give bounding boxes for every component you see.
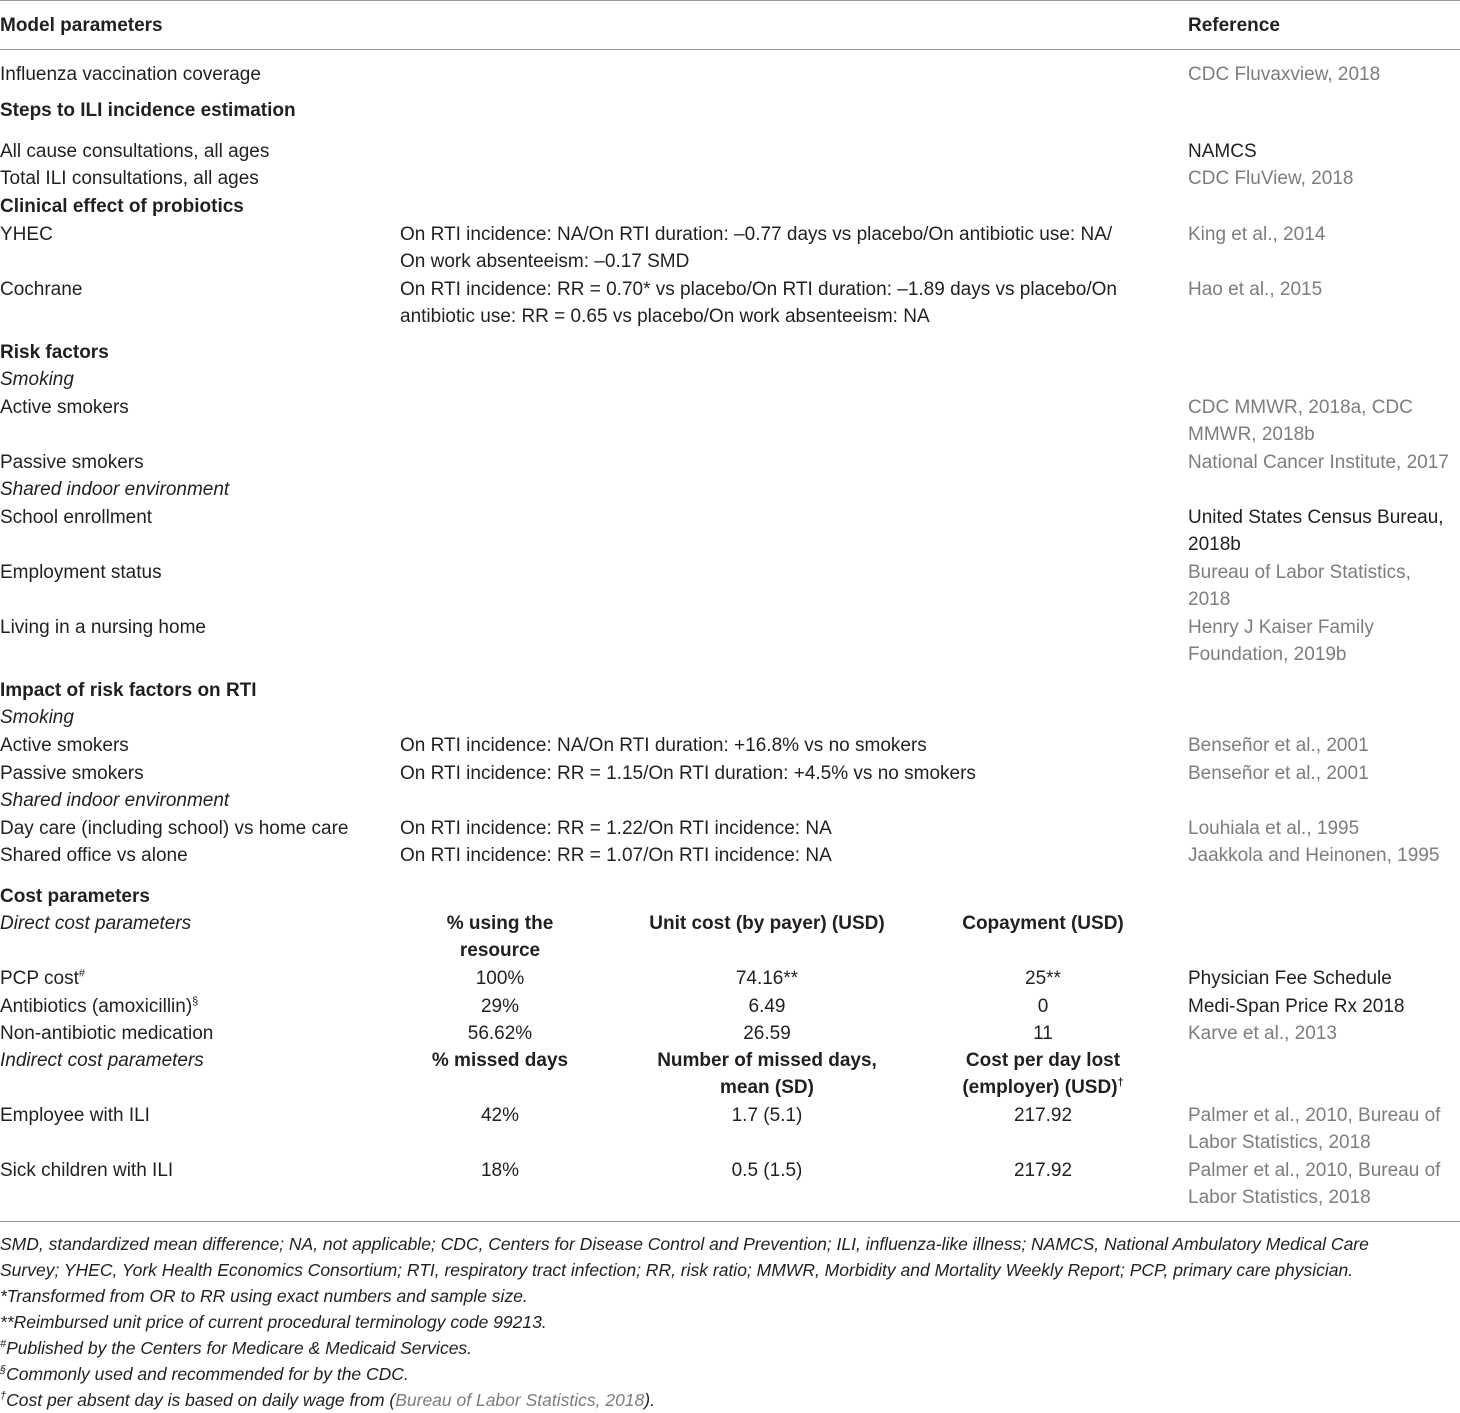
- subsection-label: Indirect cost parameters: [0, 1050, 204, 1071]
- parameter-label: Active smokers: [0, 735, 129, 756]
- parameter-label: Total ILI consultations, all ages: [0, 168, 259, 189]
- footnote-hash-text: Published by the Centers for Medicare & Medicaid Services.: [6, 1338, 473, 1358]
- parameter-label: Antibiotics (amoxicillin)§: [0, 995, 199, 1017]
- subsection-label: Smoking: [0, 707, 74, 728]
- cost-column-header: mean (SD): [720, 1077, 814, 1098]
- footnote-star: *Transformed from OR to RR using exact numbers and sample size.: [0, 1286, 528, 1306]
- cost-value: 29%: [480, 996, 520, 1017]
- parameter-label: Living in a nursing home: [0, 617, 206, 638]
- subsection-label: Smoking: [0, 369, 74, 390]
- cost-column-header: (employer) (USD)†: [962, 1076, 1124, 1098]
- section-heading: Clinical effect of probiotics: [0, 196, 244, 217]
- footnote-abbreviations-line-2: Survey; YHEC, York Health Economics Consortium; RTI, respiratory tract infection; RR, risk ratio; MMWR, Morbidity and Mortality Weekly Report; PCP, primary care physician.: [0, 1260, 1354, 1280]
- cost-column-header: Number of missed days,: [657, 1050, 877, 1071]
- cost-value: 217.92: [1013, 1160, 1073, 1181]
- reference-link[interactable]: King et al., 2014: [1188, 224, 1326, 245]
- section-heading: Steps to ILI incidence estimation: [0, 100, 296, 121]
- effect-text: On RTI incidence: RR = 0.70* vs placebo/On RTI duration: –1.89 days vs placebo/On: [400, 279, 1117, 300]
- parameter-label: All cause consultations, all ages: [0, 141, 270, 162]
- footnote-section-text: Commonly used and recommended for by the CDC.: [6, 1364, 409, 1384]
- parameter-label: PCP cost#: [0, 967, 85, 989]
- cost-value: 217.92: [1013, 1105, 1073, 1126]
- footnote-dagger-mark: †: [0, 1390, 7, 1403]
- reference-link[interactable]: Henry J Kaiser Family: [1188, 617, 1374, 638]
- parameter-label: Day care (including school) vs home care: [0, 818, 349, 839]
- cost-value: 74.16**: [735, 968, 799, 989]
- cost-value: 18%: [480, 1160, 520, 1181]
- subsection-label: Shared indoor environment: [0, 479, 230, 500]
- reference-link[interactable]: Hao et al., 2015: [1188, 279, 1323, 300]
- reference-link[interactable]: Karve et al., 2013: [1188, 1023, 1337, 1044]
- section-heading: Cost parameters: [0, 886, 150, 907]
- top-rule: [0, 0, 1460, 1]
- footnote-dagger-link[interactable]: Bureau of Labor Statistics, 2018: [395, 1390, 645, 1410]
- effect-text: On RTI incidence: RR = 1.07/On RTI incidence: NA: [400, 845, 832, 866]
- parameter-label: Cochrane: [0, 279, 83, 300]
- reference-link[interactable]: Jaakkola and Heinonen, 1995: [1188, 845, 1440, 866]
- parameter-label: Shared office vs alone: [0, 845, 188, 866]
- cost-value: 100%: [475, 968, 525, 989]
- header-model-parameters: Model parameters: [0, 15, 163, 36]
- footnote-abbreviations-line-1: SMD, standardized mean difference; NA, not applicable; CDC, Centers for Disease Control and Prevention; ILI, influenza-like illness; NAMCS, National Ambulatory Medical Care: [0, 1234, 1369, 1254]
- cost-value: 56.62%: [467, 1023, 533, 1044]
- cost-column-header: Unit cost (by payer) (USD): [649, 913, 885, 934]
- parameter-label: Non-antibiotic medication: [0, 1023, 214, 1044]
- footnote-section-mark: §: [0, 1364, 7, 1377]
- bottom-rule: [0, 1221, 1460, 1222]
- effect-text: On RTI incidence: NA/On RTI duration: –0.77 days vs placebo/On antibiotic use: NA/: [400, 224, 1113, 245]
- cost-column-header: % missed days: [431, 1050, 569, 1071]
- reference-link[interactable]: CDC MMWR, 2018a, CDC: [1188, 397, 1413, 418]
- parameter-label: Influenza vaccination coverage: [0, 64, 261, 85]
- reference-link[interactable]: National Cancer Institute, 2017: [1188, 452, 1449, 473]
- footnote-dagger: [0, 1387, 655, 1413]
- section-heading: Risk factors: [0, 342, 109, 363]
- effect-text: On RTI incidence: NA/On RTI duration: +16.8% vs no smokers: [400, 735, 927, 756]
- cost-value: 42%: [480, 1105, 520, 1126]
- cost-column-header: Copayment (USD): [962, 913, 1124, 934]
- parameter-label: Sick children with ILI: [0, 1160, 174, 1181]
- header-reference: Reference: [1188, 15, 1280, 36]
- footnote-hash-mark: #: [0, 1338, 7, 1351]
- section-heading: Impact of risk factors on RTI: [0, 680, 257, 701]
- reference-link[interactable]: 2018: [1188, 589, 1231, 610]
- header-rule: [0, 49, 1460, 50]
- parameter-label: Employee with ILI: [0, 1105, 150, 1126]
- parameter-label: School enrollment: [0, 507, 153, 528]
- cost-value: 1.7 (5.1): [731, 1105, 803, 1126]
- footnote-hash: [0, 1335, 472, 1361]
- subsection-label: Shared indoor environment: [0, 790, 230, 811]
- reference-link[interactable]: Louhiala et al., 1995: [1188, 818, 1360, 839]
- reference-link[interactable]: Benseñor et al., 2001: [1188, 763, 1369, 784]
- parameter-label: Active smokers: [0, 397, 129, 418]
- subsection-label: Direct cost parameters: [0, 913, 192, 934]
- reference-link[interactable]: Palmer et al., 2010, Bureau of: [1188, 1160, 1441, 1181]
- reference-link: NAMCS: [1188, 141, 1257, 162]
- footnote-double-star: **Reimbursed unit price of current procedural terminology code 99213.: [0, 1312, 547, 1332]
- cost-value: 6.49: [748, 996, 786, 1017]
- footnote-marker: #: [78, 967, 85, 980]
- cost-column-header: resource: [459, 940, 541, 961]
- cost-value: 25**: [1025, 968, 1061, 989]
- parameter-label: Passive smokers: [0, 452, 144, 473]
- reference-link: 2018b: [1188, 534, 1241, 555]
- reference-link[interactable]: Bureau of Labor Statistics,: [1188, 562, 1411, 583]
- footnote-marker: †: [1117, 1076, 1124, 1089]
- reference-link: United States Census Bureau,: [1188, 507, 1444, 528]
- effect-text: On RTI incidence: RR = 1.22/On RTI incidence: NA: [400, 818, 832, 839]
- footnote-marker: §: [192, 995, 199, 1008]
- parameter-label: YHEC: [0, 224, 53, 245]
- reference-link[interactable]: Palmer et al., 2010, Bureau of: [1188, 1105, 1441, 1126]
- reference-link[interactable]: MMWR, 2018b: [1188, 424, 1315, 445]
- footnote-dagger-text: Cost per absent day is based on daily wage from (: [6, 1390, 396, 1410]
- parameter-label: Passive smokers: [0, 763, 144, 784]
- footnote-section: [0, 1361, 409, 1387]
- reference-link: Medi-Span Price Rx 2018: [1188, 996, 1405, 1017]
- effect-text: antibiotic use: RR = 0.65 vs placebo/On work absenteeism: NA: [400, 306, 930, 327]
- parameter-label: Employment status: [0, 562, 162, 583]
- cost-value: 11: [1033, 1023, 1053, 1044]
- reference-link[interactable]: CDC FluView, 2018: [1188, 168, 1354, 189]
- reference-link[interactable]: CDC Fluvaxview, 2018: [1188, 64, 1381, 85]
- reference-link[interactable]: Labor Statistics, 2018: [1188, 1132, 1371, 1153]
- cost-value: 26.59: [743, 1023, 791, 1044]
- effect-text: On RTI incidence: RR = 1.15/On RTI duration: +4.5% vs no smokers: [400, 763, 976, 784]
- cost-value: 0: [1037, 996, 1049, 1017]
- cost-value: 0.5 (1.5): [731, 1160, 803, 1181]
- reference-link[interactable]: Foundation, 2019b: [1188, 644, 1347, 665]
- footnote-dagger-end: ).: [644, 1390, 655, 1410]
- reference-link[interactable]: Benseñor et al., 2001: [1188, 735, 1369, 756]
- reference-link: Physician Fee Schedule: [1188, 968, 1392, 989]
- cost-column-header: % using the: [446, 913, 554, 934]
- cost-column-header: Cost per day lost: [965, 1050, 1121, 1071]
- effect-text: On work absenteeism: –0.17 SMD: [400, 251, 690, 272]
- reference-link[interactable]: Labor Statistics, 2018: [1188, 1187, 1371, 1208]
